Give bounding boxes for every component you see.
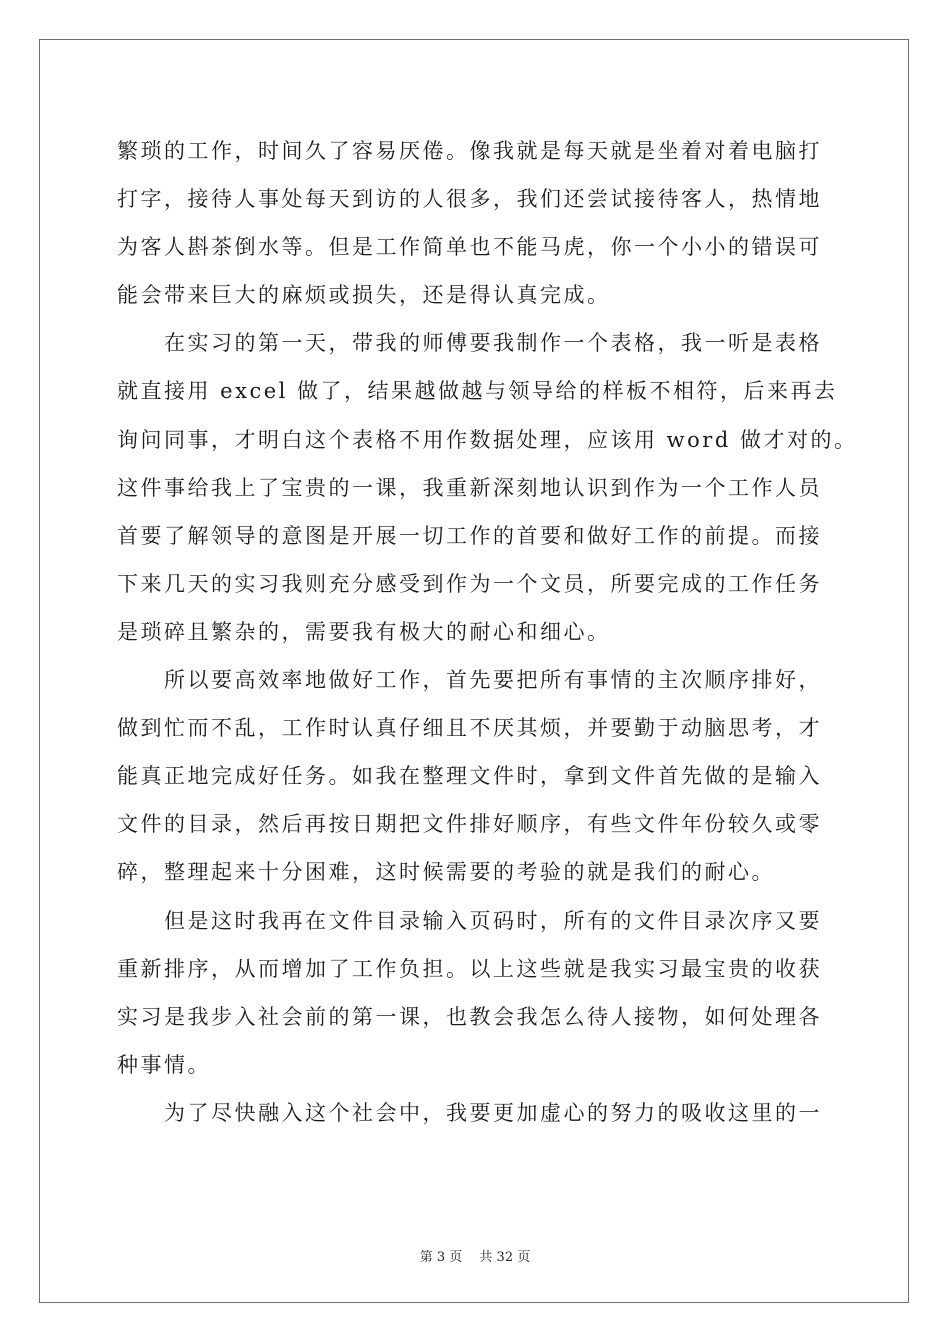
text-line: 询问同事，才明白这个表格不用作数据处理，应该用 word 做才对的。 [117, 427, 858, 452]
text-line: 首要了解领导的意图是开展一切工作的首要和做好工作的前提。而接 [117, 523, 822, 548]
text-line: 能真正地完成好任务。如我在整理文件时，拿到文件首先做的是输入 [117, 764, 822, 789]
text-line: 是琐碎且繁杂的，需要我有极大的耐心和细心。 [117, 619, 611, 644]
text-line: 所以要高效率地做好工作，首先要把所有事情的主次顺序排好， [117, 668, 822, 693]
text-line: 种事情。 [117, 1052, 211, 1077]
text-line: 就直接用 excel 做了，结果越做越与领导给的样板不相符，后来再去 [117, 379, 838, 404]
text-line: 这件事给我上了宝贵的一课，我重新深刻地认识到作为一个工作人员 [117, 475, 822, 500]
text-line: 重新排序，从而增加了工作负担。以上这些就是我实习最宝贵的收获 [117, 956, 822, 981]
text-line: 在实习的第一天，带我的师傅要我制作一个表格，我一听是表格 [117, 331, 822, 356]
text-line: 文件的目录，然后再按日期把文件排好顺序，有些文件年份较久或零 [117, 812, 822, 837]
text-line: 打字，接待人事处每天到访的人很多，我们还尝试接待客人，热情地 [117, 187, 822, 212]
text-line: 但是这时我再在文件目录输入页码时，所有的文件目录次序又要 [117, 908, 822, 933]
text-line: 碎，整理起来十分困难，这时候需要的考验的就是我们的耐心。 [117, 860, 775, 885]
page-number-footer: 第 3 页 共 32 页 [419, 1250, 531, 1265]
text-line: 下来几天的实习我则充分感受到作为一个文员，所要完成的工作任务 [117, 571, 822, 596]
text-line: 为了尽快融入这个社会中，我要更加虚心的努力的吸收这里的一 [117, 1100, 822, 1125]
document-body [117, 127, 858, 1137]
text-line: 能会带来巨大的麻烦或损失，还是得认真完成。 [117, 283, 611, 308]
text-line: 实习是我步入社会前的第一课，也教会我怎么待人接物，如何处理各 [117, 1004, 822, 1029]
text-line: 做到忙而不乱，工作时认真仔细且不厌其烦，并要勤于动脑思考，才 [117, 716, 822, 741]
text-line: 为客人斟茶倒水等。但是工作简单也不能马虎，你一个小小的错误可 [117, 235, 822, 260]
text-line: 繁琐的工作，时间久了容易厌倦。像我就是每天就是坐着对着电脑打 [117, 139, 822, 163]
